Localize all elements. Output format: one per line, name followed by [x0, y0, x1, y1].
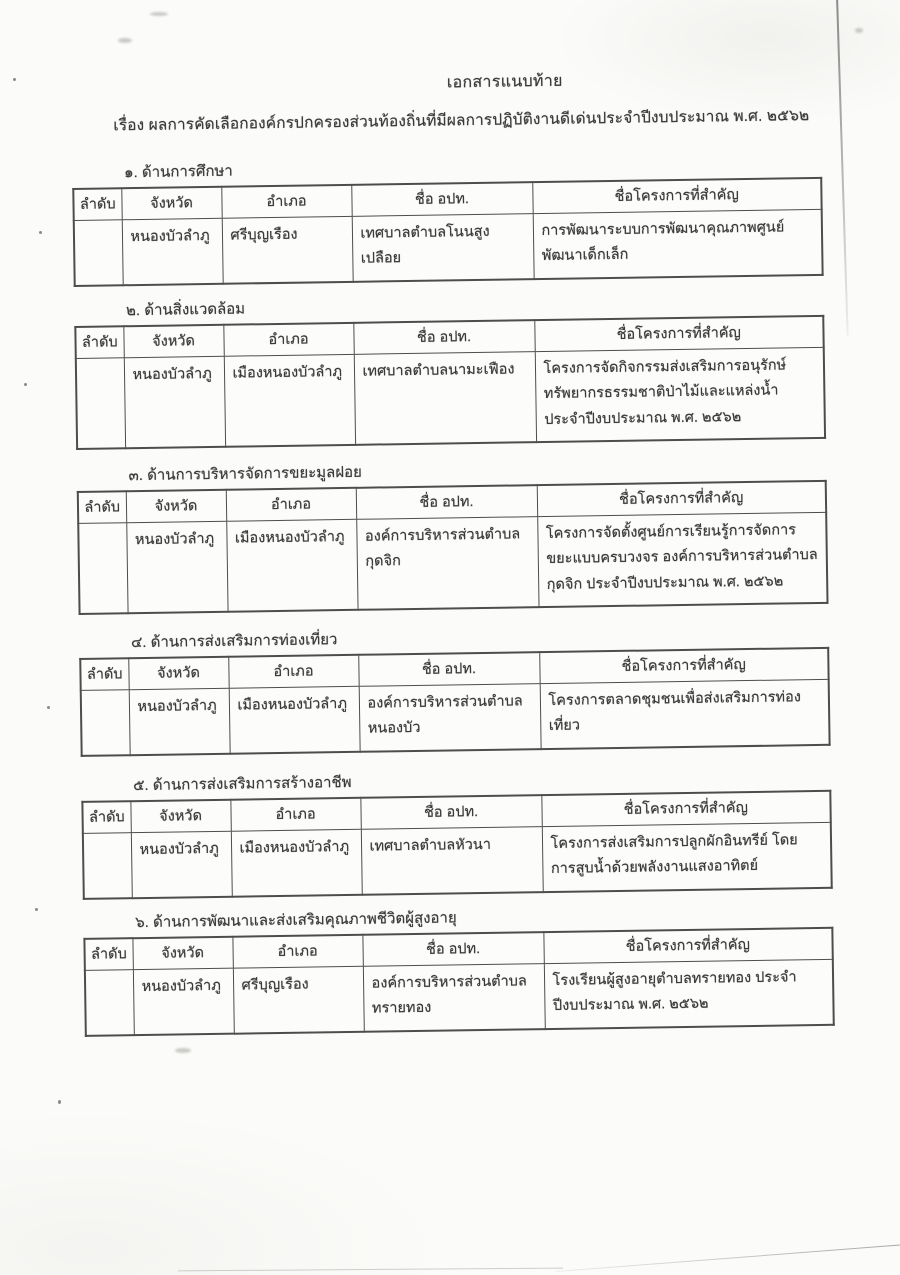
table-data-row: [85, 959, 834, 1035]
column-header-province: จังหวัด: [123, 325, 223, 358]
cell-org: องค์การบริหารส่วนตำบลหนองบัว: [359, 684, 541, 752]
cell-org: เทศบาลตำบลหัวนา: [361, 827, 543, 895]
cell-district: ศรีบุญเรือง: [233, 966, 364, 1033]
awards-table: [83, 927, 834, 1037]
column-header-order: ลำดับ: [84, 938, 132, 970]
cell-org: องค์การบริหารส่วนตำบลกุดจิก: [356, 517, 538, 610]
column-header-district: อำเภอ: [232, 935, 362, 968]
document-title: เอกสารแนบท้าย: [446, 72, 563, 92]
cell-province: หนองบัวลำภู: [129, 688, 230, 755]
column-header-district: อำเภอ: [230, 798, 360, 831]
cell-order: [85, 970, 134, 1036]
table-data-row: [83, 822, 832, 898]
column-header-province: จังหวัด: [128, 657, 228, 690]
column-header-org: ชื่อ อปท.: [362, 932, 543, 966]
column-header-district: อำเภอ: [228, 655, 358, 688]
cell-province: หนองบัวลำภู: [133, 968, 234, 1035]
awards-table: [81, 790, 832, 900]
cell-province: หนองบัวลำภู: [131, 831, 232, 898]
cell-org: เทศบาลตำบลนามะเฟือง: [354, 352, 536, 445]
column-header-project: ชื่อโครงการที่สำคัญ: [543, 928, 832, 964]
cell-province: หนองบัวลำภู: [124, 356, 225, 448]
category-section: [72, 150, 822, 287]
awards-table: [72, 177, 823, 287]
cell-order: [74, 220, 123, 286]
column-header-org: ชื่อ อปท.: [353, 320, 534, 354]
cell-project: โรงเรียนผู้สูงอายุตำบลทรายทอง ประจำปีงบประมาณ พ.ศ. ๒๕๖๒: [544, 959, 834, 1029]
cell-project: การพัฒนาระบบการพัฒนาคุณภาพศูนย์พัฒนาเด็กเล็ก: [533, 209, 823, 279]
scan-speck: [35, 908, 38, 911]
section-heading: ๔. ด้านการส่งเสริมการท่องเที่ยว: [130, 631, 338, 652]
awards-table: [77, 480, 829, 615]
scan-smudge: [118, 38, 132, 43]
cell-district: เมืองหนองบัวลำภู: [229, 686, 360, 753]
cell-district: เมืองหนองบัวลำภู: [224, 354, 355, 447]
cell-district: เมืองหนองบัวลำภู: [226, 519, 357, 612]
scan-speck: [39, 231, 42, 234]
column-header-district: อำเภอ: [221, 185, 351, 218]
scan-speck: [24, 383, 27, 386]
cell-org: เทศบาลตำบลโนนสูงเปลือย: [352, 214, 534, 282]
column-header-project: ชื่อโครงการที่สำคัญ: [537, 481, 826, 517]
scan-smudge: [150, 12, 168, 16]
cell-project: โครงการจัดตั้งศูนย์การเรียนรู้การจัดการขยะแบบครบวงจร องค์การบริหารส่วนตำบลกุดจิก ประจำปีงบประมาณ พ.ศ. ๒๕๖๒: [537, 512, 827, 607]
section-heading: ๓. ด้านการบริหารจัดการขยะมูลฝอย: [128, 463, 363, 485]
column-header-project: ชื่อโครงการที่สำคัญ: [541, 791, 830, 827]
table-data-row: [76, 347, 825, 449]
table-data-row: [78, 512, 827, 614]
awards-table: [74, 315, 826, 450]
column-header-order: ลำดับ: [82, 801, 130, 833]
category-section: [79, 620, 829, 757]
table-data-row: [81, 679, 830, 755]
column-header-org: ชื่อ อปท.: [358, 652, 539, 686]
column-header-district: อำเภอ: [226, 488, 356, 521]
column-header-org: ชื่อ อปท.: [356, 485, 537, 519]
cell-order: [81, 690, 130, 756]
column-header-order: ลำดับ: [78, 491, 126, 523]
cell-province: หนองบัวลำภู: [126, 521, 227, 613]
category-section: [76, 453, 826, 615]
column-header-province: จังหวัด: [130, 800, 230, 833]
category-section: [83, 900, 833, 1037]
column-header-org: ชื่อ อปท.: [360, 795, 541, 829]
scan-speck: [47, 706, 50, 709]
cell-project: โครงการตลาดชุมชนเพื่อส่งเสริมการท่องเที่ยว: [540, 679, 830, 749]
column-header-project: ชื่อโครงการที่สำคัญ: [532, 178, 821, 214]
column-header-province: จังหวัด: [132, 937, 232, 970]
section-heading: ๒. ด้านสิ่งแวดล้อม: [125, 300, 246, 320]
cell-province: หนองบัวลำภู: [122, 218, 223, 285]
column-header-province: จังหวัด: [121, 187, 221, 220]
scan-smudge: [855, 28, 863, 33]
cell-order: [76, 358, 125, 449]
section-heading: ๕. ด้านการส่งเสริมการสร้างอาชีพ: [133, 773, 352, 795]
section-heading: ๖. ด้านการพัฒนาและส่งเสริมคุณภาพชีวิตผู้สูงอายุ: [135, 909, 457, 932]
column-header-project: ชื่อโครงการที่สำคัญ: [539, 648, 828, 684]
cell-order: [78, 523, 127, 614]
table-data-row: [74, 209, 823, 285]
cell-org: องค์การบริหารส่วนตำบลทรายทอง: [363, 964, 545, 1032]
column-header-org: ชื่อ อปท.: [351, 182, 532, 216]
column-header-order: ลำดับ: [73, 188, 121, 220]
column-header-province: จังหวัด: [126, 490, 226, 523]
scan-speck: [13, 78, 16, 81]
column-header-order: ลำดับ: [80, 658, 128, 690]
category-section: [74, 288, 824, 450]
cell-district: ศรีบุญเรือง: [222, 216, 353, 283]
awards-table: [79, 647, 830, 757]
cell-project: โครงการส่งเสริมการปลูกผักอินทรีย์ โดยการสูบน้ำด้วยพลังงานแสงอาทิตย์: [542, 822, 832, 892]
column-header-order: ลำดับ: [75, 326, 123, 358]
document-subject-line: เรื่อง ผลการคัดเลือกองค์กรปกครองส่วนท้องถิ่นที่มีผลการปฏิบัติงานดีเด่นประจำปีงบประมาณ พ.ศ. ๒๕๖๒: [113, 107, 810, 135]
cell-district: เมืองหนองบัวลำภู: [231, 829, 362, 896]
column-header-project: ชื่อโครงการที่สำคัญ: [534, 316, 823, 352]
scan-speck: [58, 1100, 61, 1104]
cell-project: โครงการจัดกิจกรรมส่งเสริมการอนุรักษ์ทรัพยากรธรรมชาติป่าไม้และแหล่งน้ำ ประจำปีงบประมาณ พ.ศ. ๒๕๖๒: [535, 347, 825, 442]
scan-smudge: [175, 1048, 191, 1053]
cell-order: [83, 833, 132, 899]
section-heading: ๑. ด้านการศึกษา: [123, 162, 233, 182]
category-section: [81, 763, 831, 900]
column-header-district: อำเภอ: [223, 323, 353, 356]
